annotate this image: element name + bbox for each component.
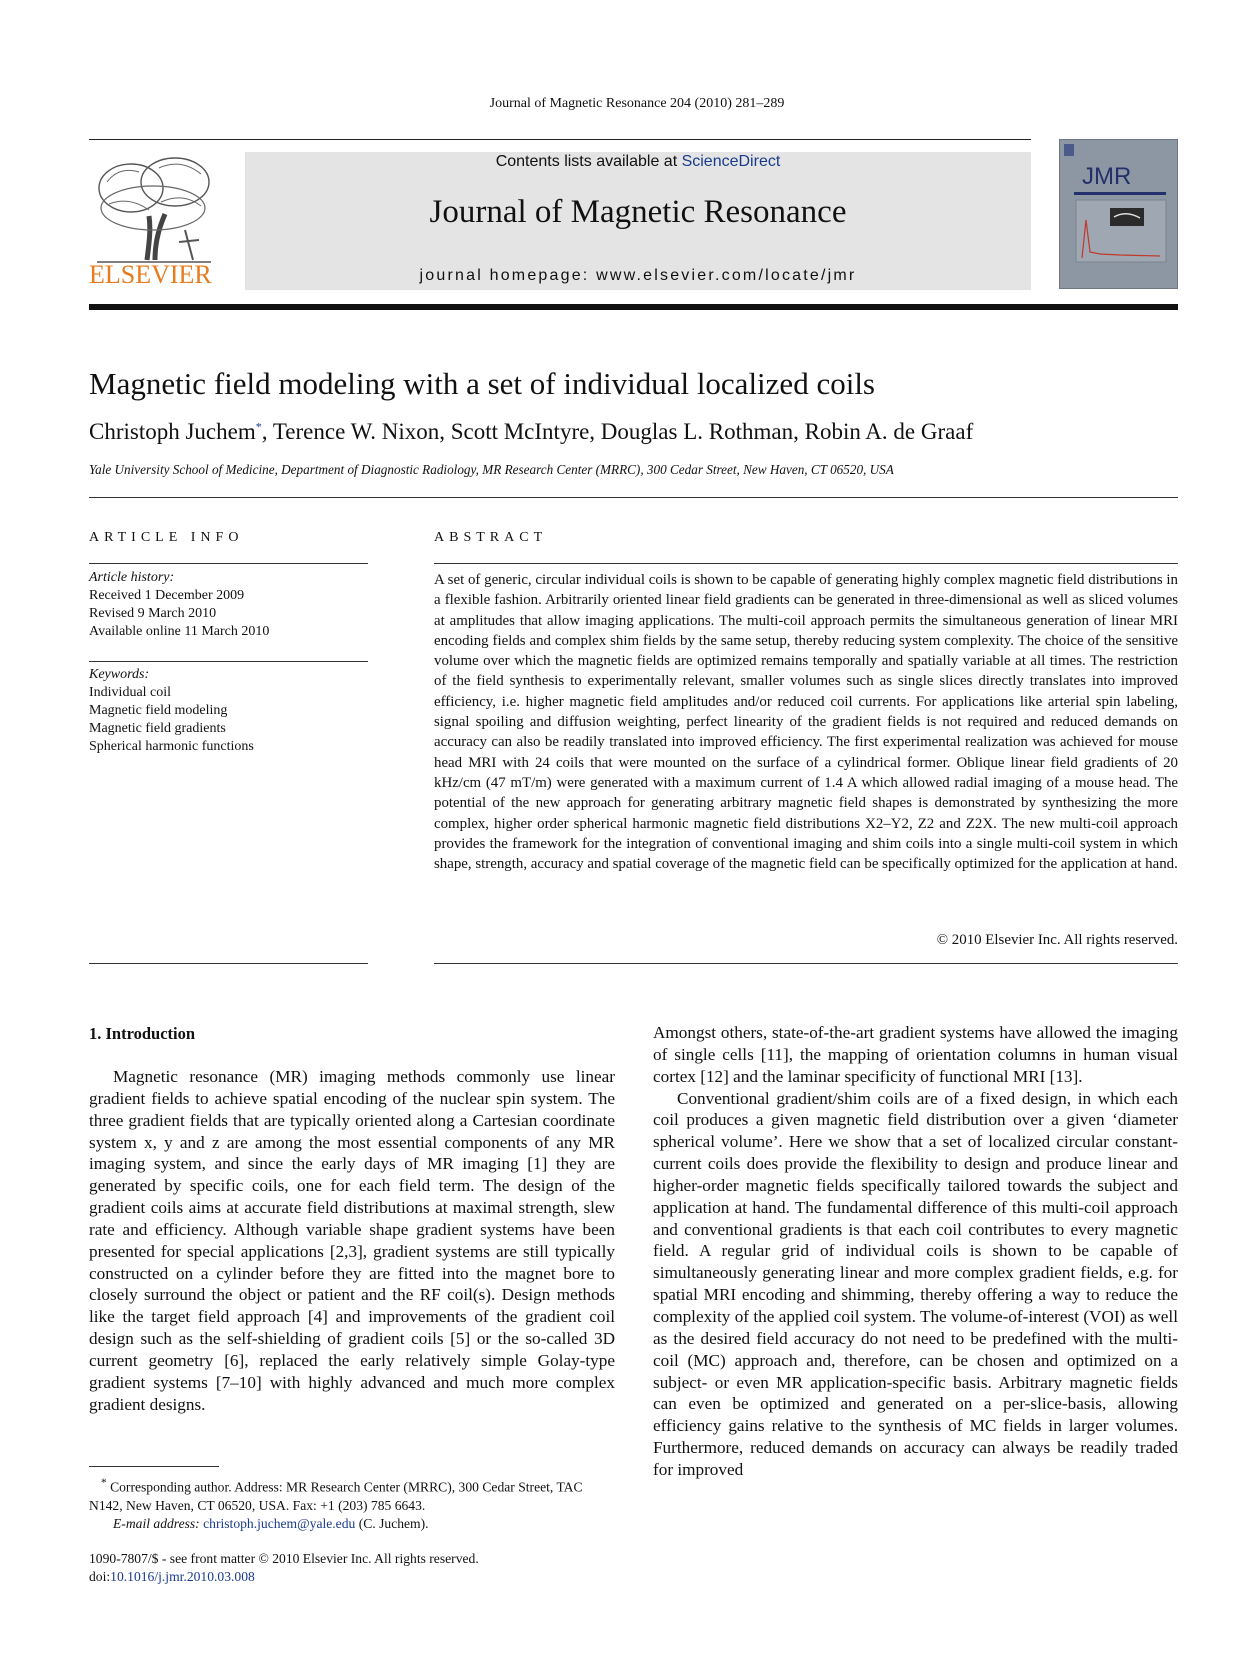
keywords-label: Keywords: — [89, 667, 150, 682]
contents-line: Contents lists available at ScienceDirect — [495, 153, 781, 170]
revised-date: Revised 9 March 2010 — [89, 606, 217, 621]
journal-banner — [245, 152, 1031, 290]
doi-line: doi:10.1016/j.jmr.2010.03.008 — [89, 1569, 255, 1584]
section-heading-introduction: 1. Introduction — [89, 1024, 196, 1043]
sciencedirect-link[interactable]: ScienceDirect — [681, 153, 781, 170]
elsevier-tree-icon — [89, 152, 219, 287]
abstract-heading: ABSTRACT — [434, 530, 548, 545]
doi-link[interactable]: 10.1016/j.jmr.2010.03.008 — [110, 1569, 255, 1584]
history-label: Article history: — [89, 570, 175, 585]
author-corresponding: Christoph Juchem — [89, 419, 256, 444]
article-info-rule — [89, 563, 368, 564]
issn-line: 1090-7807/$ - see front matter © 2010 Elsevier Inc. All rights reserved. — [89, 1551, 479, 1566]
affiliation: Yale University School of Medicine, Department of Diagnostic Radiology, MR Research Center (MRRC), 300 Cedar Street, New Haven, CT 06520, USA — [89, 462, 894, 477]
abstract-text: A set of generic, circular individual coils is shown to be capable of generating highly complex magnetic field distributions in a flexible fashion. Arbitrarily oriented linear field gradients can be generated in three-dimensional as well as sliced volumes at amplitudes that allow imaging applications. The multi-coil approach permits the simultaneous generation of linear MRI encoding fields and complex shim fields by the same setup, thereby reducing system complexity. The choice of the sensitive volume over which the magnetic fields are optimized remains temporally and spatially variable at all times. The restriction of the field synthesis to experimentally relevant, smaller volumes such as single slices directly translates into improved efficiency, i.e. higher magnetic field amplitudes and/or reduced coil currents. For applications like arterial spin labeling, signal spoiling and diffusion weighting, perfect linearity of the gradient fields is not required and reduced demands on accuracy can also be readily translated into improved efficiency. The first experimental realization was achieved for mouse head MRI with 24 coils that were mounted on the surface of a cylindrical former. Oblique linear field gradients of 20 kHz/cm (47 mT/m) were generated with a maximum current of 1.4 A which allowed radial imaging of a mouse head. The potential of the new approach for generating arbitrary magnetic field shapes is demonstrated by synthesizing the more complex, higher order spherical harmonic magnetic field distributions X2–Y2, Z2 and Z2X. The new multi-coil approach provides the framework for the integration of conventional imaging and shim coils into a single multi-coil system in which shape, strength, accuracy and spatial coverage of the magnetic field can be specifically optimized for the application at hand. — [434, 572, 1178, 873]
keywords-block — [89, 666, 368, 756]
footnote — [89, 1474, 619, 1533]
footnote-rule — [89, 1466, 219, 1467]
header-thick-rule — [89, 304, 1178, 310]
online-date: Available online 11 March 2010 — [89, 624, 270, 639]
keyword: Spherical harmonic functions — [89, 739, 254, 754]
body-paragraph: Magnetic resonance (MR) imaging methods commonly use linear gradient fields to achieve spatial encoding of the nuclear spin system. The three gradient fields that are typically oriented along a Cartesian coordinate system x, y and z are among the most essential components of any MR imaging system, and since the early days of MR imaging [1] they are generated by specific coils, one for each field term. The design of the gradient coils aims at accurate field distributions at maximal strength, slew rate and efficiency. Although variable shape gradient systems have been presented for special applications [2,3], gradient systems are still typically constructed on a cylinder before they are fitted into the magnet bore to closely surround the object or patient and the RF coil(s). Design methods like the target field approach [4] and improvements of the gradient coil design such as the self-shielding of gradient coils [5] or the so-called 3D current geometry [6], replaced the early relatively simple Golay-type gradient systems [7–10] with highly advanced and much more complex gradient designs. — [89, 1067, 615, 1414]
footnote-marker: * — [101, 1477, 107, 1489]
svg-text:ELSEVIER: ELSEVIER — [89, 260, 212, 287]
article-info-bottom-rule — [89, 963, 368, 964]
journal-cover — [1059, 139, 1178, 289]
footnote-email: E-mail address: christoph.juchem@yale.edu (C. Juchem). — [113, 1515, 429, 1531]
abstract-copyright: © 2010 Elsevier Inc. All rights reserved. — [936, 932, 1178, 948]
cover-icon — [1060, 140, 1177, 288]
article-info-heading: ARTICLE INFO — [89, 530, 244, 545]
footnote-corresponding: * Corresponding author. Address: MR Research Center (MRRC), 300 Cedar Street, TAC N142, New Haven, CT 06520, USA. Fax: +1 (203) 785 6643. — [89, 1477, 583, 1513]
keywords-rule — [89, 661, 368, 662]
email-link[interactable]: christoph.juchem@yale.edu — [203, 1515, 356, 1531]
svg-text:JMR: JMR — [1082, 163, 1132, 190]
title-separator-rule — [89, 497, 1178, 498]
authors-rest: , Terence W. Nixon, Scott McIntyre, Douglas L. Rothman, Robin A. de Graaf — [261, 419, 974, 444]
abstract-bottom-rule — [434, 963, 1178, 964]
received-date: Received 1 December 2009 — [89, 588, 245, 603]
corresponding-author-marker[interactable]: * — [255, 419, 262, 434]
homepage-link[interactable]: www.elsevier.com/locate/jmr — [596, 267, 857, 284]
journal-name: Journal of Magnetic Resonance — [429, 194, 847, 230]
footer-legal — [89, 1550, 619, 1586]
abstract-rule — [434, 563, 1178, 564]
body-paragraph: Conventional gradient/shim coils are of a fixed design, in which each coil produces a given magnetic field distribution over a given ‘diameter spherical volume’. Here we show that a set of localized circular constant-current coils does provide the flexibility to design and produce linear and higher-order magnetic fields specifically tailored towards the subject and application at hand. The fundamental difference of this multi-coil approach and conventional gradients is that each coil contributes to every magnetic field. A regular grid of individual coils is shown to be capable of simultaneously generating linear and more complex gradient fields, e.g. for spatial MRI encoding and shimming, thereby offering a way to reduce the complexity of the applied coil system. The volume-of-interest (VOI) as well as the desired field accuracy do not need to be predefined with the multi-coil (MC) approach and, therefore, can be chosen and optimized on a subject- or even MR application-specific basis. Arbitrary magnetic fields can even be optimized and generated on a per-slice-basis, allowing efficiency gains relative to the synthesis of MC fields in larger volumes. Furthermore, reduced demands on accuracy can always be readily traded for improved — [653, 1088, 1178, 1479]
body-column-left — [89, 1066, 615, 1416]
journal-homepage: journal homepage: www.elsevier.com/locate/jmr — [419, 267, 857, 284]
article-history — [89, 569, 368, 641]
author-list — [89, 419, 973, 445]
article-title: Magnetic field modeling with a set of individual localized coils — [89, 366, 875, 401]
keyword: Individual coil — [89, 685, 172, 700]
body-paragraph: Amongst others, state-of-the-art gradient systems have allowed the imaging of single cells [11], the mapping of orientation columns in human visual cortex [12] and the laminar specificity of functional MRI [13]. — [653, 1023, 1178, 1086]
elsevier-logo — [89, 152, 219, 287]
body-column-right — [653, 1022, 1178, 1481]
keyword: Magnetic field modeling — [89, 703, 228, 718]
header-rule — [89, 139, 1031, 140]
keyword: Magnetic field gradients — [89, 721, 226, 736]
running-head: Journal of Magnetic Resonance 204 (2010) 281–289 — [489, 96, 785, 111]
